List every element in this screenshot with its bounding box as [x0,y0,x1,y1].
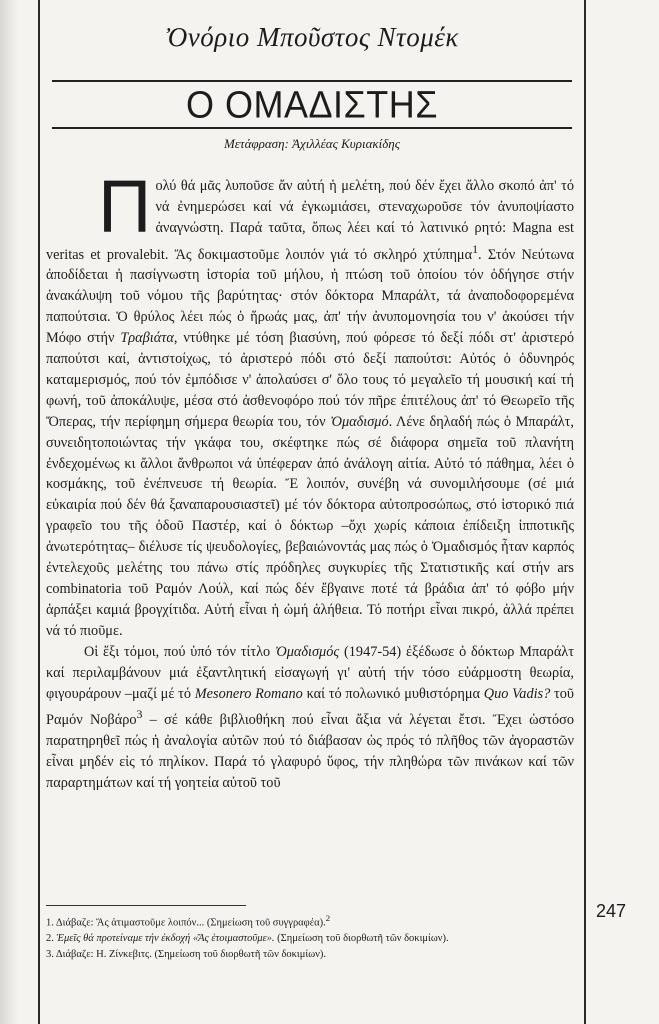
paragraph-1 [46,165,574,642]
footnote-3 [46,947,570,963]
footnote-2 [46,931,570,947]
book-spine-shadow [0,0,18,1024]
book-page [38,0,586,1024]
author-name: Ὀνόριο Μποῦστος Ντομέκ [165,22,459,52]
italic-run: Mesonero Romano [194,685,303,702]
page-title: Ο ΟΜΑΔΙΣΤΗΣ [185,82,439,126]
footnote-italic: Ἐμεῖς θά προτείναμε τήν ἐκδοχή «Ἄς ἑτοιμαστοῦμε». [56,933,275,944]
text-run: (1947-54) ἐξέδωσε ὁ δόκτωρ Μπαράλτ καί περιλαμβάνουν μιά ἐξαντλητική εἰσαγωγή γι' αὐτή τήν τόσο εὐάρμοστη θεωρία, φιγουράρουν –μαζί μέ τό [46,643,574,702]
text-run: . Στόν Νεύτωνα ἀποδίδεται ἡ πασίγνωστη ἱστορία τοῦ μήλου, ἡ πτώση τοῦ ὁποίου τόν ὁδήγησε στήν ἀνακάλυψη τοῦ νόμου τῆς βαρύτητας· στόν δόκτορα Μπαράλτ, τά ἀναποδοφορεμένα παπούτσια. Ὁ θρύλος λέει πώς ὁ ἥρωάς μας, ἀπ' τήν ἀνυπομονησία του ν' ἀκούσει τήν Μόφο στήν [46,246,574,347]
text-run: – σέ κάθε βιβλιοθήκη πού εἶναι ἄξια νά λέγεται ἔτσι. Ἔχει ὡστόσο παρατηρηθεῖ πώς ἡ ἀναλογία αὐτῶν πού τό διάβασαν ὡς πρός τό πλῆθος τῶν ἀγοραστῶν εἶναι μηδέν εἰς τό πηλίκον. Παρά τό γλαφυρό ὕφος, τήν πληθώρα τῶν πινάκων καί τῶν παραρτημάτων καί τή γοητεία αὐτοῦ τοῦ [46,712,574,791]
footnote-ref: 1 [472,241,479,256]
title-rule-bottom [52,127,572,129]
text-run: τοῦ Ραμόν Νοβάρο [46,685,575,729]
footnote-text: Διάβαζε: Η. Ζίνκεβιτς. (Σημείωση τοῦ διορθωτῆ τῶν δοκιμίων). [55,948,326,960]
footnote-number: 1. [46,917,54,929]
italic-run: Τραβιάτα [120,330,174,347]
translator-credit: Μετάφραση: Ἀχιλλέας Κυριακίδης [223,136,401,151]
footnote-text: Διάβαζε: Ἄς ἀτιμαστοῦμε λοιπόν... (Σημείωση τοῦ συγγραφέα). [55,917,326,929]
italic-run: Ὀμαδισμό [330,413,389,430]
article-body [46,165,575,794]
text-run: Οἱ ἕξι τόμοι, πού ὑπό τόν τίτλο [84,643,275,660]
text-run: . Λένε δηλαδή πώς ὁ Μπαράλτ, συνειδητοποιώντας τήν γκάφα του, σκέφτηκε πώς σέ διάφορα σημεῖα τοῦ πλανήτη ἐνδεχομένως κι ἄλλοι ἄνθρωποι νά ὑπέφεραν ἀπό ἀνάλογη αἰτία. Αὐτό τό πάθημα, λέει ὁ κοσμάκης, τοῦ ἐνέπνευσε τή θεωρία. Ἔ λοιπόν, συνέβη νά συνομιλήσουμε (σέ μιά εὐκαιρία πού δέν θά ξαναπαρουσιαστεῖ) μέ τόν δόκτορα αὐτοπροσώπως, στό ἱστορικό πιά γραφεῖο του τῆς ὁδοῦ Παστέρ, καί ὁ δόκτωρ –ὄχι χωρίς κάποια ἐπίδειξη ἱπποτικῆς ἀνωτερότητας– διέλυσε τίς ψευδολογίες, βεβαιώνοντάς μας πώς ὁ Ὀμαδισμός ἦταν καρπός ἐντελεχοῦς μελέτης του πάνω στίς πρόδηλες συγκυρίες τῆς Στατιστικῆς καί στήν ars combinatoria τοῦ Ραμόν Λούλ, καί πώς δέν ἔβγαινε ποτέ τά βράδια ἀπ' τό φόβο μήν ἁρπάξει καμιά βρογχίτιδα. Αὐτή εἶναι ἡ ὠμή ἀλήθεια. Τό ποτήρι εἶναι πικρό, ἀλλά πρέπει νά τό πιοῦμε. [46,413,574,639]
footnote-1 [46,911,570,931]
footnote-number: 2. [46,933,54,944]
paragraph-2 [46,642,574,794]
footnote-rule [46,905,246,906]
italic-run: Ὀμαδισμός [274,643,340,660]
text-run: , ντύθηκε μέ τόση βιασύνη, πού φόρεσε τό δεξί πόδι στ' ἀριστερό παπούτσι καί, ἀντιστοίχως, τό ἀριστερό πόδι στό δεξί παπούτσι: Αὐτός ὁ ὀδυνηρός καταμερισμός, πού τόν ἐμπόδισε ν' ἀπολαύσει σ' ὅλο τους τό μεγαλεῖο τή μουσική καί τή φωνή, τοῦ ἀποκάλυψε, μέσα στό ἀσθενοφόρο πού τόν πῆρε ἐπιτέλους ἀπ' τό Θεωρεῖο τῆς Ὄπερας, τήν περίφημη σήμερα θεωρία του, τόν [46,330,574,430]
footnote-text: (Σημείωση τοῦ διορθωτῆ τῶν δοκιμίων). [274,933,449,944]
footnote-ref: 2 [325,913,331,923]
title-rule-top [52,80,572,82]
text-run: ολύ θά μᾶς λυποῦσε ἄν αὐτή ἡ μελέτη, πού δέν ἔχει ἄλλο σκοπό ἀπ' τό νά ἐνημερώσει καί νά ἐγκωμιάσει, στεναχωροῦσε τόν ἀνυποψίαστο ἀναγνώστη. Παρά ταῦτα, ὅπως λέει καί τό λατινικό ρητό: Magna est veritas et provalebit. Ἄς δοκιμαστοῦμε λοιπόν γιά τό σκληρό χτύπημα [46,178,574,263]
text-run: καί τό πολωνικό μυθιστόρημα [302,685,484,702]
footnotes [46,911,570,962]
footnote-ref: 3 [136,707,143,722]
footnote-number: 3. [46,948,54,960]
italic-run: Quo Vadis? [483,685,551,702]
drop-cap: Π [98,165,152,248]
page-number: 247 [596,901,627,921]
